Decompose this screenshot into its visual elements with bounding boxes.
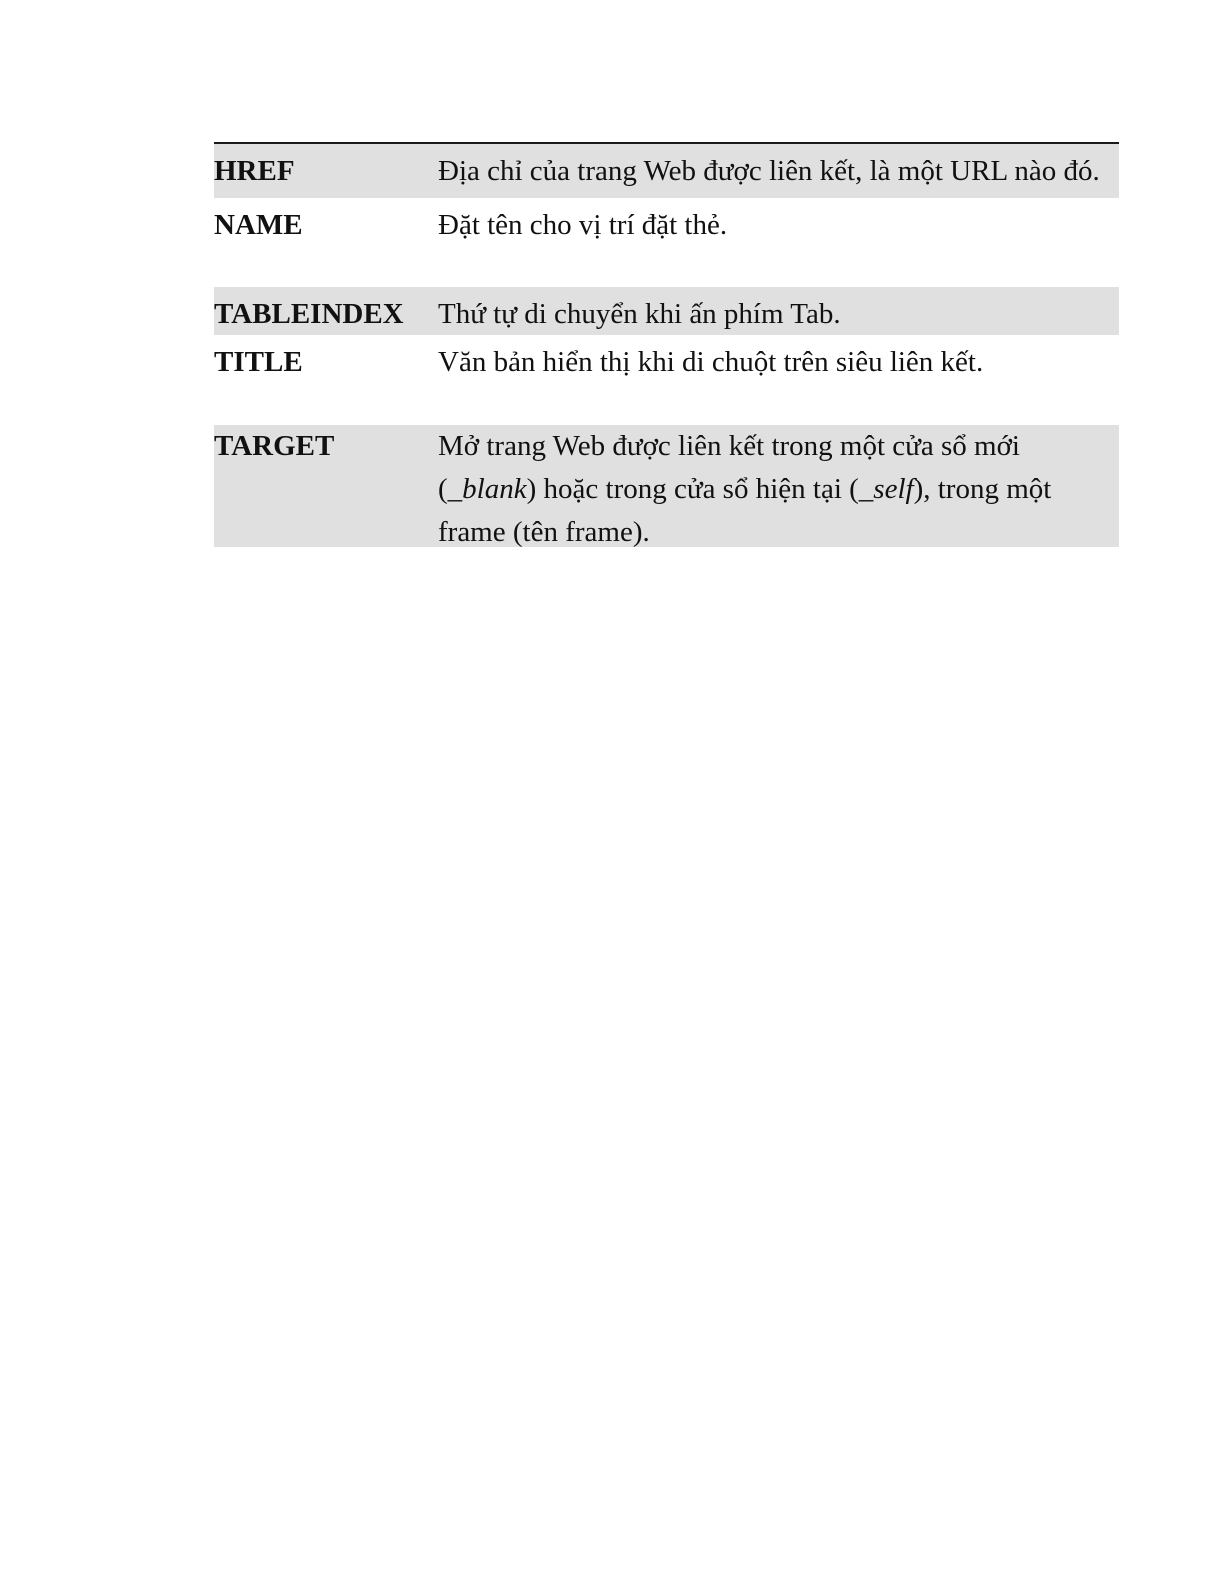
- table-row-title: [214, 335, 1119, 425]
- table-row-href: [214, 144, 1119, 198]
- table-row-name: [214, 198, 1119, 287]
- table-row-target: [214, 425, 1119, 547]
- attribute-name: HREF: [214, 155, 295, 187]
- description-text: ), trong một frame (tên frame).: [438, 473, 1052, 548]
- attribute-description: [438, 425, 1119, 554]
- attribute-table: [214, 142, 1119, 547]
- self-keyword: _self: [858, 473, 914, 505]
- description-text: ) hoặc trong cửa sổ hiện tại (: [526, 473, 859, 505]
- attribute-description: Đặt tên cho vị trí đặt thẻ.: [438, 209, 728, 241]
- blank-keyword: _blank: [447, 473, 527, 505]
- attribute-description: Văn bản hiển thị khi di chuột trên siêu liên kết.: [438, 346, 984, 378]
- description-text: Mở trang Web được liên kết trong một cửa sổ mới (: [438, 430, 1020, 505]
- attribute-name: TABLEINDEX: [214, 298, 404, 330]
- attribute-name: TARGET: [214, 430, 335, 462]
- table-row-tableindex: [214, 287, 1119, 335]
- attribute-description: Thứ tự di chuyển khi ấn phím Tab.: [438, 298, 841, 330]
- attribute-description: Địa chỉ của trang Web được liên kết, là một URL nào đó.: [438, 155, 1100, 187]
- attribute-name: TITLE: [214, 346, 303, 378]
- attribute-name: NAME: [214, 209, 303, 241]
